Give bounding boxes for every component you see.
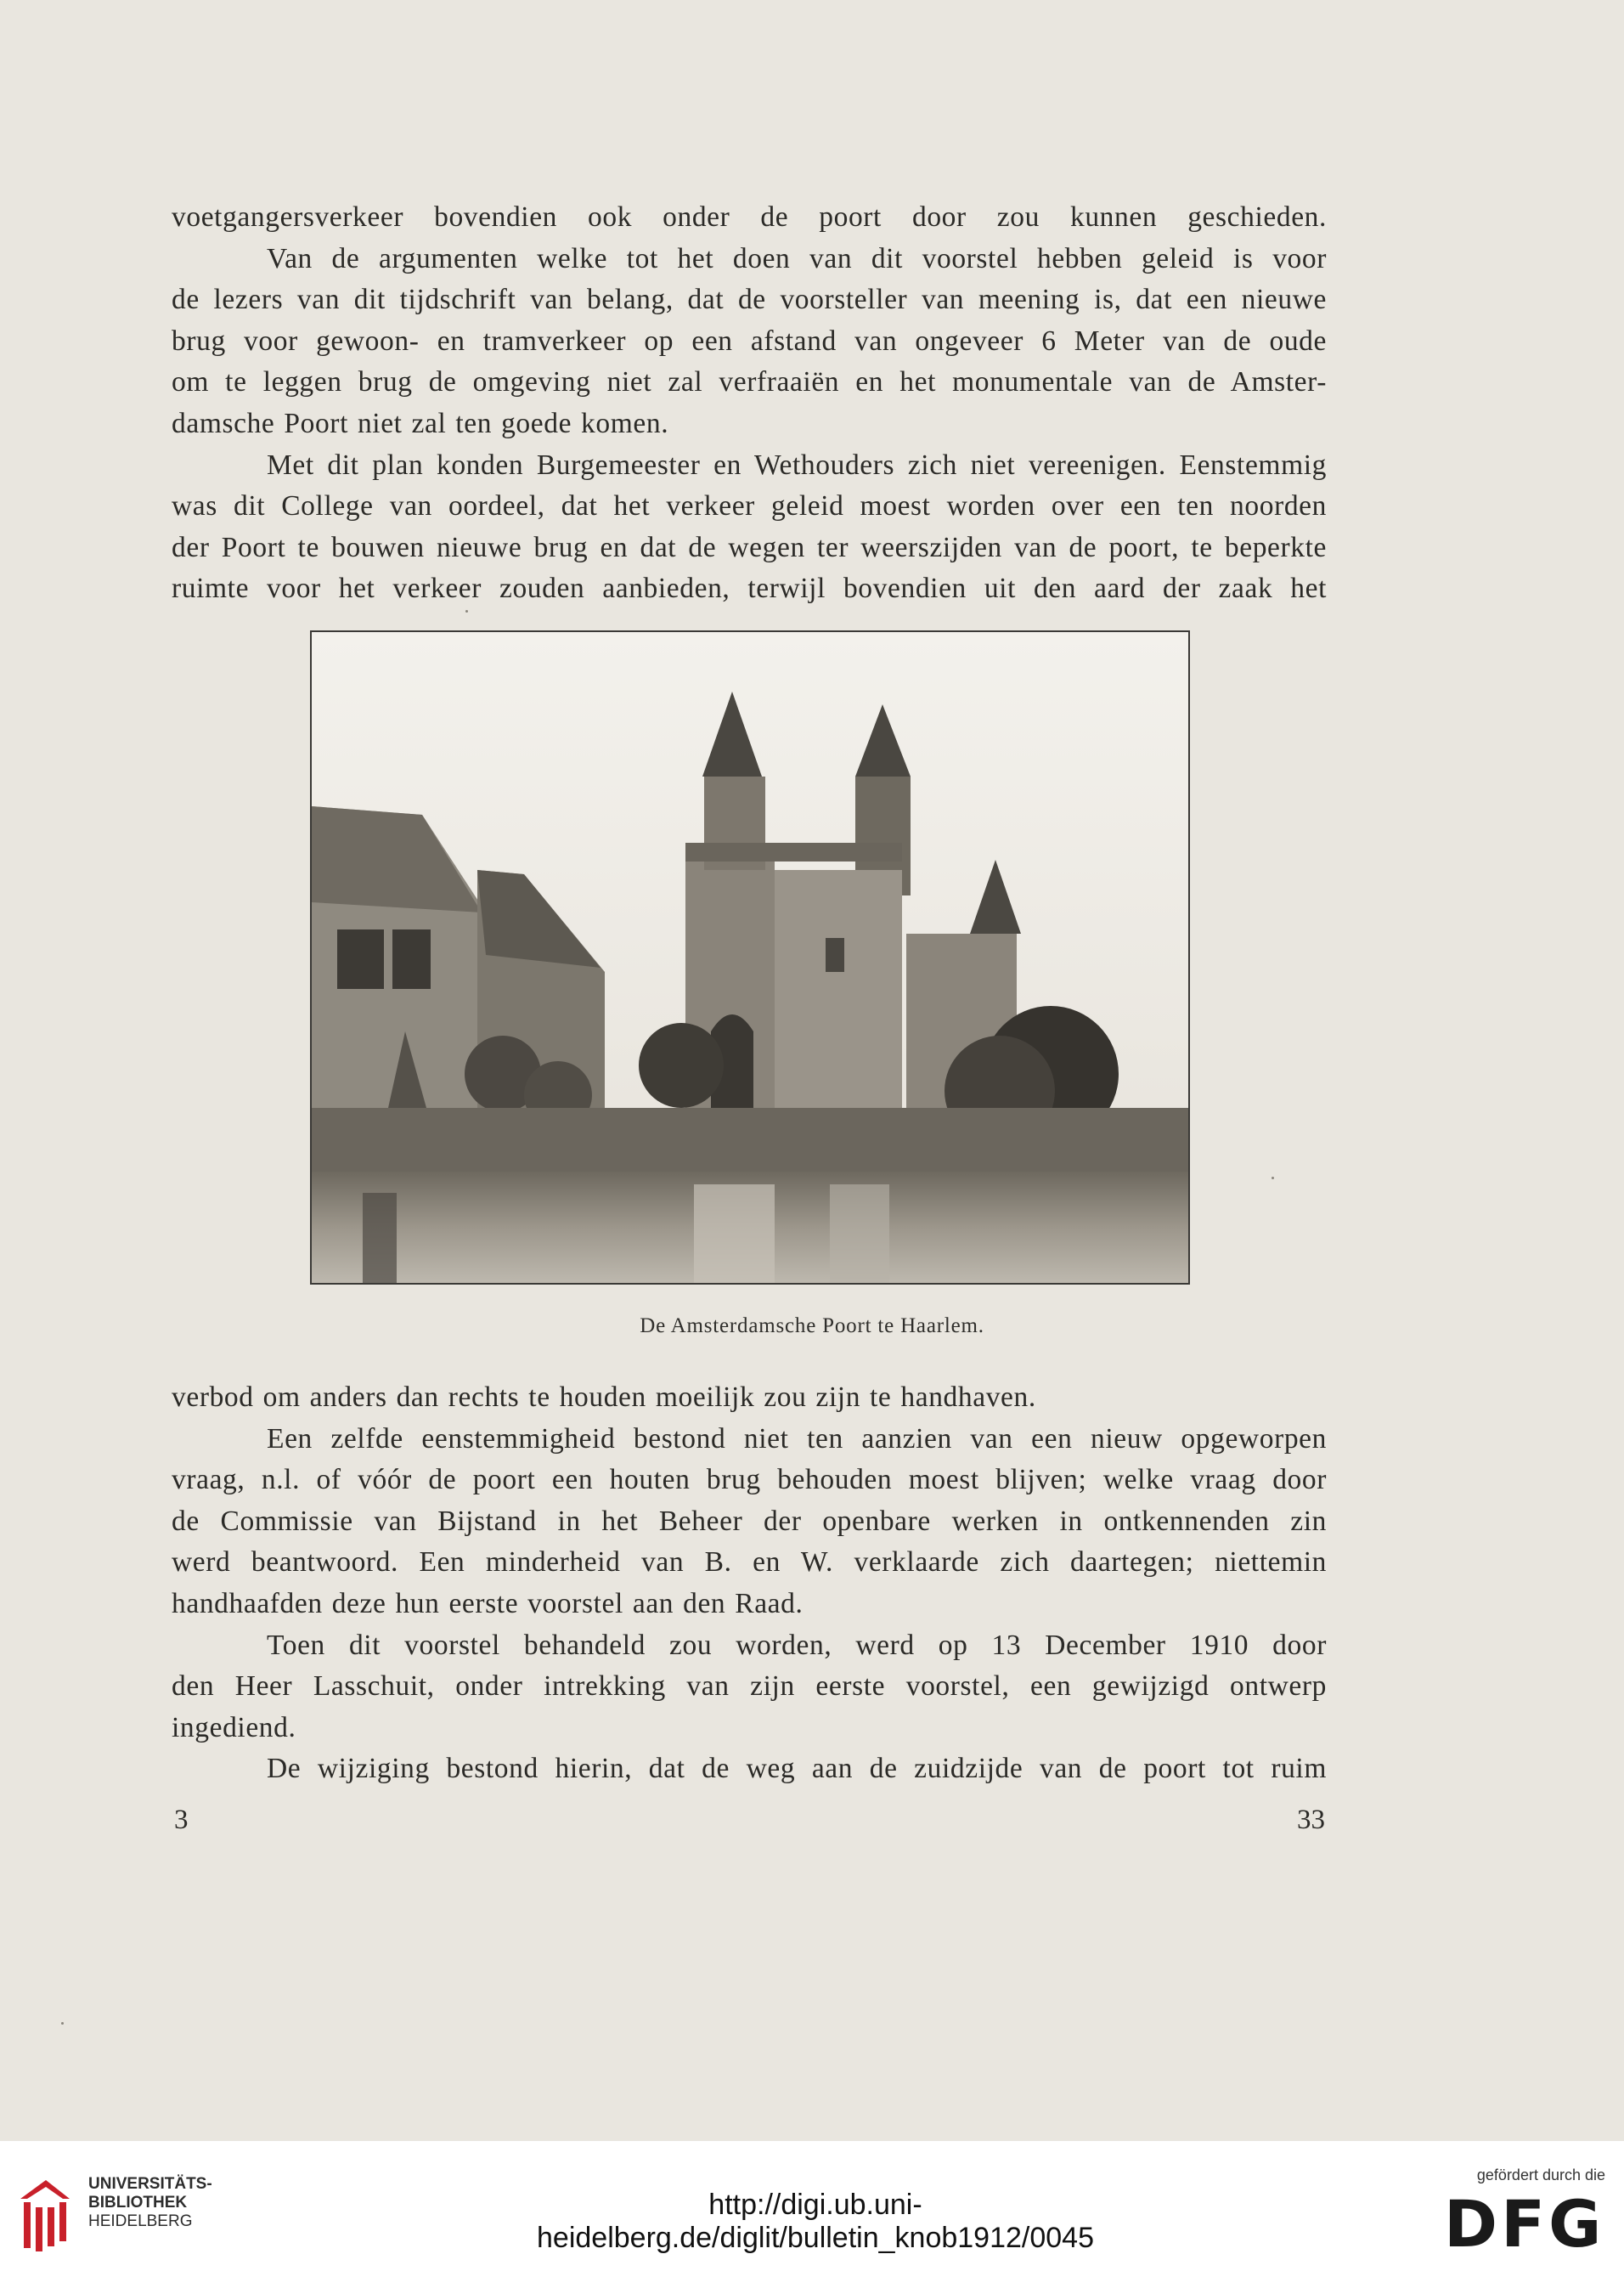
paragraph: Toen dit voorstel behandeld zou worden, werd op 13 December 1910 door — [267, 1629, 1327, 1661]
paragraph: voetgangersverkeer bovendien ook onder de poort door zou kunnen geschieden. — [172, 201, 1327, 233]
paper-speck — [61, 2022, 64, 2025]
paragraph-line: ruimte voor het verkeer zouden aanbieden, terwijl bovendien uit den aard der zaak het — [172, 573, 1327, 605]
paragraph: verbod om anders dan rechts te houden moeilijk zou zijn te handhaven. — [172, 1381, 1036, 1413]
photograph-amsterdamsche-poort-image — [312, 632, 1188, 1283]
paper-speck — [465, 610, 468, 613]
library-name-line: BIBLIOTHEK — [88, 2194, 188, 2212]
signature-mark: 3 — [174, 1805, 189, 1835]
university-library-logo-icon — [15, 2173, 75, 2255]
paragraph-line: den Heer Lasschuit, onder intrekking van zijn eerste voorstel, een gewijzigd ontwerp — [172, 1670, 1327, 1703]
permalink-url[interactable]: http://digi.ub.uni-heidelberg.de/diglit/bulletin_knob1912/0045 — [537, 2189, 1094, 2254]
text-block-bottom — [172, 1377, 1327, 1790]
photo-caption: De Amsterdamsche Poort te Haarlem. — [640, 1314, 984, 1337]
university-library-name — [88, 2175, 212, 2231]
paragraph: Een zelfde eenstemmigheid bestond niet ten aanzien van een nieuw opgeworpen — [267, 1422, 1327, 1455]
digitization-footer — [0, 2141, 1624, 2271]
paragraph-line: om te leggen brug de omgeving niet zal verfraaiën en het monumentale van de Amster- — [172, 366, 1327, 398]
paper-speck — [1272, 1177, 1274, 1179]
library-name-line: UNIVERSITÄTS- — [88, 2175, 212, 2193]
paragraph: Van de argumenten welke tot het doen van dit voorstel hebben geleid is voor — [267, 242, 1327, 274]
paragraph: De wijziging bestond hierin, dat de weg aan de zuidzijde van de poort tot ruim — [267, 1753, 1327, 1785]
dfg-logo: DFG — [1444, 2186, 1605, 2262]
paragraph-line: ingediend. — [172, 1711, 296, 1743]
paragraph-line: damsche Poort niet zal ten goede komen. — [172, 407, 669, 439]
paragraph-line: was dit College van oordeel, dat het verkeer geleid moest worden over een ten noorden — [172, 490, 1327, 523]
paragraph-line: brug voor gewoon- en tramverkeer op een afstand van ongeveer 6 Meter van de oude — [172, 325, 1327, 357]
paragraph-line: werd beantwoord. Een minderheid van B. en W. verklaarde zich daartegen; niettemin — [172, 1546, 1327, 1579]
page-number: 33 — [1297, 1805, 1325, 1835]
paragraph-line: vraag, n.l. of vóór de poort een houten brug behouden moest blijven; welke vraag door — [172, 1464, 1327, 1496]
library-name-line: HEIDELBERG — [88, 2212, 193, 2230]
text-block-top — [172, 197, 1327, 610]
paragraph-line: de lezers van dit tijdschrift van belang, dat de voorsteller van meening is, dat een nieuwe — [172, 284, 1327, 316]
paragraph-line: de Commissie van Bijstand in het Beheer der openbare werken in ontkennenden zin — [172, 1505, 1327, 1537]
funding-note: gefördert durch die — [1476, 2166, 1605, 2183]
paragraph-line: der Poort te bouwen nieuwe brug en dat de wegen ter weerszijden van de poort, te beperkte — [172, 531, 1327, 563]
paragraph-line: handhaafden deze hun eerste voorstel aan den Raad. — [172, 1587, 804, 1619]
paragraph: Met dit plan konden Burgemeester en Wethouders zich niet vereenigen. Eenstemmig — [267, 449, 1327, 481]
photograph-amsterdamsche-poort — [310, 630, 1190, 1285]
